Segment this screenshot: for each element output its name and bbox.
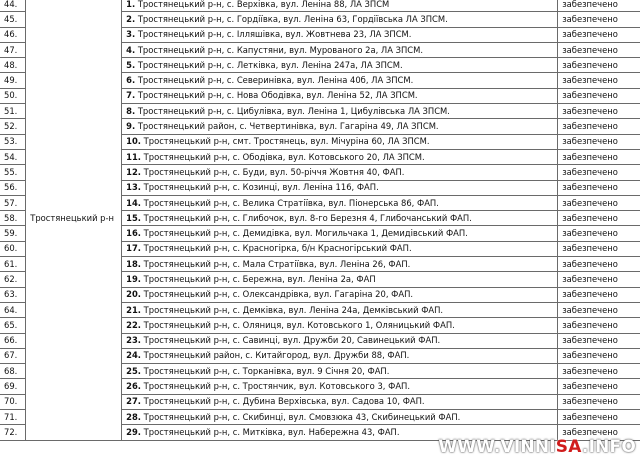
status-cell: забезпечено: [558, 302, 640, 317]
facility-item-number: 14.: [126, 197, 141, 208]
facility-address: Тростянецький р-н, с. Нова Ободівка, вул. Леніна 52, ЛА ЗПСМ.: [137, 90, 418, 101]
status-cell: забезпечено: [558, 119, 640, 134]
facility-address: Тростянецький р-н, с. Митківка, вул. Набережна 43, ФАП.: [143, 426, 400, 437]
row-number: 55.: [0, 165, 26, 180]
facility-address-cell: [122, 149, 558, 164]
row-number: 54.: [0, 149, 26, 164]
facility-item-number: 1.: [126, 0, 136, 9]
facility-address-cell: [122, 134, 558, 149]
status-cell: забезпечено: [558, 165, 640, 180]
row-number: 62.: [0, 272, 26, 287]
facility-item-number: 19.: [126, 273, 141, 284]
status-cell: забезпечено: [558, 333, 640, 348]
row-number: 59.: [0, 226, 26, 241]
status-cell: забезпечено: [558, 12, 640, 27]
row-number: 61.: [0, 257, 26, 272]
status-cell: забезпечено: [558, 379, 640, 394]
facility-address-cell: [122, 318, 558, 333]
facility-item-number: 18.: [126, 258, 141, 269]
status-cell: забезпечено: [558, 364, 640, 379]
status-cell: забезпечено: [558, 0, 640, 12]
facility-item-number: 15.: [126, 212, 141, 223]
facility-item-number: 8.: [126, 105, 136, 116]
row-number: 52.: [0, 119, 26, 134]
facility-address-cell: [122, 226, 558, 241]
facility-address-cell: [122, 302, 558, 317]
facility-address-cell: [122, 410, 558, 425]
facility-address-cell: [122, 180, 558, 195]
status-cell: забезпечено: [558, 88, 640, 103]
row-number: 46.: [0, 27, 26, 42]
row-number: 70.: [0, 394, 26, 409]
facility-address-cell: [122, 364, 558, 379]
status-cell: забезпечено: [558, 211, 640, 226]
facility-address: Тростянецький р-н, с. Торканівка, вул. 9 Січня 20, ФАП.: [143, 365, 390, 376]
status-cell: забезпечено: [558, 241, 640, 256]
facility-address: Тростянецький р-н, с. Бережна, вул. Леніна 2а, ФАП: [143, 273, 376, 284]
facility-address-cell: [122, 257, 558, 272]
facility-item-number: 13.: [126, 182, 141, 193]
facility-item-number: 16.: [126, 228, 141, 239]
facility-item-number: 9.: [126, 121, 136, 132]
status-cell: забезпечено: [558, 134, 640, 149]
facility-item-number: 23.: [126, 335, 141, 346]
row-number: 57.: [0, 195, 26, 210]
watermark-main: WWW.VINNI: [438, 437, 556, 457]
status-cell: забезпечено: [558, 318, 640, 333]
facility-address: Тростянецький р-н, с. Летківка, вул. Леніна 247а, ЛА ЗПСМ.: [137, 59, 403, 70]
row-number: 64.: [0, 302, 26, 317]
district-name: Тростянецький р-н: [26, 0, 122, 440]
row-number: 66.: [0, 333, 26, 348]
facility-address-cell: [122, 119, 558, 134]
facility-address: Тростянецький р-н, с. Демківка, вул. Леніна 24а, Демківський ФАП.: [143, 304, 444, 315]
facility-address: Тростянецький район, с. Китайгород, вул. Дружби 88, ФАП.: [143, 350, 410, 361]
facility-address: Тростянецький р-н, с. Тростянчик, вул. Котовського 3, ФАП.: [143, 381, 411, 392]
facility-item-number: 27.: [126, 396, 141, 407]
facility-address-cell: [122, 287, 558, 302]
facility-item-number: 25.: [126, 365, 141, 376]
facility-address: Тростянецький р-н, с. Олександрівка, вул. Гагаріна 20, ФАП.: [143, 289, 414, 300]
row-number: 50.: [0, 88, 26, 103]
row-number: 45.: [0, 12, 26, 27]
facility-address-cell: [122, 195, 558, 210]
facility-item-number: 11.: [126, 151, 141, 162]
facility-address-cell: [122, 425, 558, 440]
status-cell: забезпечено: [558, 149, 640, 164]
row-number: 72.: [0, 425, 26, 440]
row-number: 67.: [0, 348, 26, 363]
facility-item-number: 4.: [126, 44, 136, 55]
facility-address-cell: [122, 394, 558, 409]
row-number: 48.: [0, 58, 26, 73]
facility-address-cell: [122, 272, 558, 287]
facility-item-number: 29.: [126, 426, 141, 437]
facility-address-cell: [122, 348, 558, 363]
watermark-accent: SA: [555, 437, 582, 457]
facility-item-number: 17.: [126, 243, 141, 254]
status-cell: забезпечено: [558, 348, 640, 363]
row-number: 63.: [0, 287, 26, 302]
facility-item-number: 2.: [126, 13, 136, 24]
status-cell: забезпечено: [558, 287, 640, 302]
status-cell: забезпечено: [558, 226, 640, 241]
status-cell: забезпечено: [558, 73, 640, 88]
row-number: 56.: [0, 180, 26, 195]
status-cell: забезпечено: [558, 180, 640, 195]
facility-address: Тростянецький р-н, с. Дубина Верхівська, вул. Садова 10, ФАП.: [143, 396, 425, 407]
facility-address-cell: [122, 333, 558, 348]
status-cell: забезпечено: [558, 42, 640, 57]
facility-address-cell: [122, 27, 558, 42]
facility-address: Тростянецький район, с. Четвертинівка, вул. Гагаріна 49, ЛА ЗПСМ.: [137, 121, 439, 132]
facility-address-cell: [122, 211, 558, 226]
facility-item-number: 28.: [126, 411, 141, 422]
facility-address: Тростянецький р-н, с. Северинівка, вул. Леніна 40б, ЛА ЗПСМ.: [137, 75, 414, 86]
facility-address: Тростянецький р-н, с. Ілляшівка, вул. Жовтнева 23, ЛА ЗПСМ.: [137, 29, 412, 40]
status-cell: забезпечено: [558, 27, 640, 42]
facility-address-cell: [122, 104, 558, 119]
facility-address: Тростянецький р-н, с. Красногірка, б/н Красногірський ФАП.: [143, 243, 412, 254]
facility-address-cell: [122, 241, 558, 256]
facility-address-cell: [122, 58, 558, 73]
facility-address-cell: [122, 42, 558, 57]
row-number: 68.: [0, 364, 26, 379]
status-cell: забезпечено: [558, 410, 640, 425]
facility-address-cell: [122, 73, 558, 88]
watermark-tail: .INFO: [581, 437, 636, 457]
status-cell: забезпечено: [558, 195, 640, 210]
facility-item-number: 12.: [126, 166, 141, 177]
facility-address: Тростянецький р-н, с. Демидівка, вул. Могильчака 1, Демидівський ФАП.: [143, 228, 468, 239]
facility-address: Тростянецький р-н, с. Ободівка, вул. Котовського 20, ЛА ЗПСМ.: [143, 151, 425, 162]
facility-item-number: 6.: [126, 75, 136, 86]
row-number: 60.: [0, 241, 26, 256]
status-cell: забезпечено: [558, 394, 640, 409]
facility-address: Тростянецький р-н, с. Скибинці, вул. Смовзюка 43, Скибинецький ФАП.: [143, 411, 461, 422]
row-number: 51.: [0, 104, 26, 119]
facility-address-cell: [122, 88, 558, 103]
facility-address: Тростянецький р-н, с. Гордіївка, вул. Леніна 63, Гордіївська ЛА ЗПСМ.: [137, 13, 448, 24]
facility-address: Тростянецький р-н, с. Буди, вул. 50-річчя Жовтня 40, ФАП.: [143, 166, 405, 177]
row-number: 65.: [0, 318, 26, 333]
row-number: 49.: [0, 73, 26, 88]
facility-address: Тростянецький р-н, с. Савинці, вул. Дружби 20, Савинецький ФАП.: [143, 335, 441, 346]
facility-item-number: 20.: [126, 289, 141, 300]
facility-item-number: 22.: [126, 319, 141, 330]
facility-address: Тростянецький р-н, с. Капустяни, вул. Мурованого 2а, ЛА ЗПСМ.: [137, 44, 424, 55]
table-row: [0, 0, 640, 12]
row-number: 71.: [0, 410, 26, 425]
facility-address: Тростянецький р-н, с. Цибулівка, вул. Леніна 1, Цибулівська ЛА ЗПСМ.: [137, 105, 450, 116]
facility-item-number: 7.: [126, 90, 136, 101]
row-number: 53.: [0, 134, 26, 149]
facility-address: Тростянецький р-н, с. Козинці, вул. Леніна 116, ФАП.: [143, 182, 379, 193]
row-number: 44.: [0, 0, 26, 12]
status-cell: забезпечено: [558, 257, 640, 272]
status-cell: забезпечено: [558, 58, 640, 73]
row-number: 47.: [0, 42, 26, 57]
facility-item-number: 10.: [126, 136, 141, 147]
facility-item-number: 5.: [126, 59, 136, 70]
row-number: 58.: [0, 211, 26, 226]
facility-item-number: 21.: [126, 304, 141, 315]
facility-address: Тростянецький р-н, с. Глибочок, вул. 8-го Березня 4, Глибочанський ФАП.: [143, 212, 472, 223]
facility-address-cell: [122, 165, 558, 180]
status-cell: забезпечено: [558, 104, 640, 119]
facility-address-cell: [122, 379, 558, 394]
facility-item-number: 24.: [126, 350, 141, 361]
status-cell: забезпечено: [558, 425, 640, 440]
facility-address: Тростянецький р-н, с. Мала Стратіївка, вул. Леніна 26, ФАП.: [143, 258, 411, 269]
facility-address: Тростянецький р-н, смт. Тростянець, вул. Мічуріна 60, ЛА ЗПСМ.: [143, 136, 430, 147]
status-cell: забезпечено: [558, 272, 640, 287]
facility-address: Тростянецький р-н, с. Велика Стратіївка, вул. Піонерська 86, ФАП.: [143, 197, 439, 208]
row-number: 69.: [0, 379, 26, 394]
facility-address: Тростянецький р-н, с. Верхівка, вул. Леніна 88, ЛА ЗПСМ: [137, 0, 390, 9]
facility-address-cell: [122, 0, 558, 12]
facility-address-cell: [122, 12, 558, 27]
facility-address: Тростянецький р-н, с. Оляниця, вул. Котовського 1, Оляницький ФАП.: [143, 319, 455, 330]
facility-item-number: 3.: [126, 29, 136, 40]
facility-item-number: 26.: [126, 381, 141, 392]
